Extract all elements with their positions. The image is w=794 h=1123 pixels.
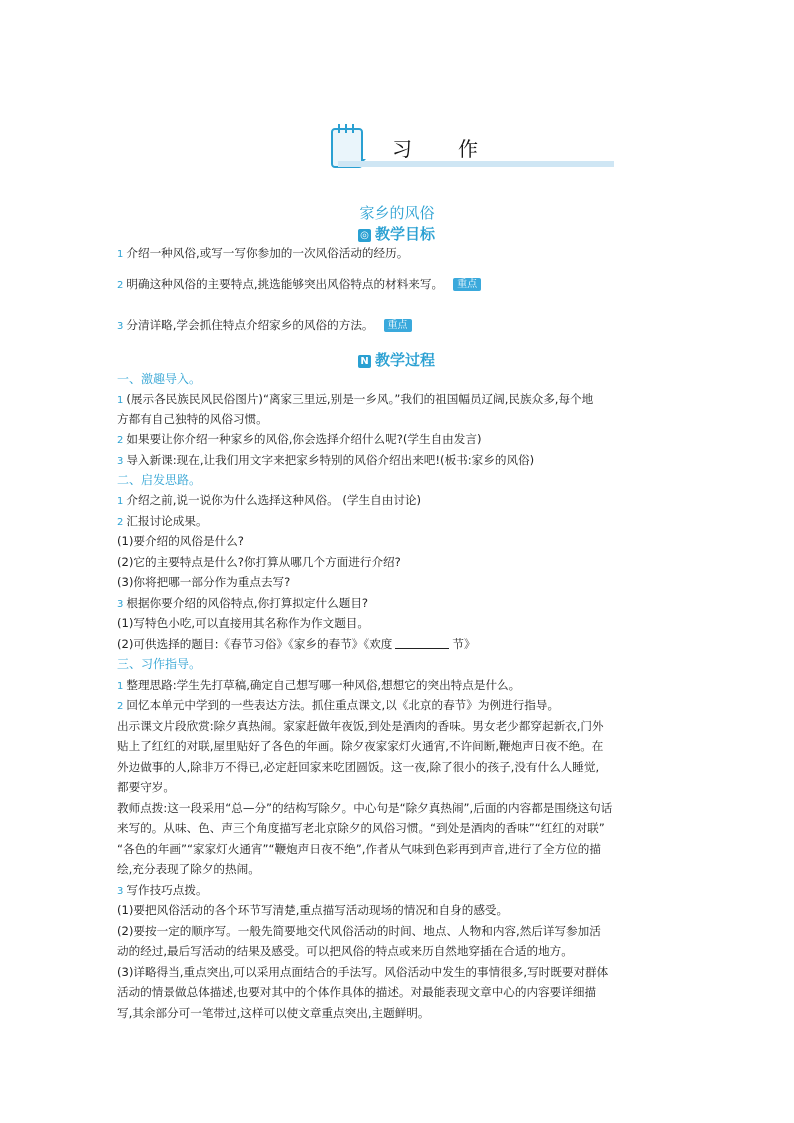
text-line: 方都有自己独特的风俗习惯。 [117,412,268,426]
text-line: 来写的。从味、色、声三个角度描写老北京除夕的风俗习惯。“到处是酒肉的香味”“红红的对联” [117,821,605,835]
text-line: 外边做事的人,除非万不得已,必定赶回家来吃团圆饭。这一夜,除了很小的孩子,没有什么人睡觉, [117,760,600,774]
process-icon: N [358,355,371,368]
text-line: 3 写作技巧点拨。 [117,883,208,897]
text-line: (1)写特色小吃,可以直接用其名称作为作文题目。 [117,616,369,630]
text-line: 1 介绍之前,说一说你为什么选择这种风俗。 (学生自由讨论) [117,493,422,507]
target-icon: ◎ [358,229,371,242]
header-banner [330,121,614,171]
section-title: 三、习作指导。 [117,657,202,671]
section-title: 二、启发思路。 [117,473,202,487]
text-line: 2 如果要让你介绍一种家乡的风俗,你会选择介绍什么呢?(学生自由发言) [117,432,482,446]
text-line: 2 回忆本单元中学到的一些表达方法。抓住重点课文,以《北京的春节》为例进行指导。 [117,698,560,712]
goal-item: 3 分清详略,学会抓住特点介绍家乡的风俗的方法。 重点 [117,317,412,335]
text-line: 贴上了红红的对联,屋里贴好了各色的年画。除夕夜家家灯火通宵,不许间断,鞭炮声日夜不绝。在 [117,739,604,753]
text-line: (1)要把风俗活动的各个环节写清楚,重点描写活动现场的情况和自身的感受。 [117,903,509,917]
text-line: (2)可供选择的题目:《春节习俗》《家乡的春节》《欢度 节》 [117,637,476,651]
text-line: 写,其余部分可一笔带过,这样可以使文章重点突出,主题鲜明。 [117,1006,430,1020]
text-line: 1 整理思路:学生先打草稿,确定自己想写哪一种风俗,想想它的突出特点是什么。 [117,678,521,692]
text-line: 3 根据你要介绍的风俗特点,你打算拟定什么题目? [117,596,369,610]
section-title: 一、激趣导入。 [117,372,202,386]
text-line: 2 汇报讨论成果。 [117,514,208,528]
text-line: 出示课文片段欣赏:除夕真热闹。家家赶做年夜饭,到处是酒肉的香味。男女老少都穿起新衣,门外 [117,719,604,733]
text-line: 动的经过,最后写活动的结果及感受。可以把风俗的特点或来历自然地穿插在合适的地方。 [117,944,573,958]
text-line: 都要守岁。 [117,780,175,794]
text-line: 1 (展示各民族民风民俗图片)“离家三里远,别是一乡风。”我们的祖国幅员辽阔,民族众多,每个地 [117,392,594,406]
text-line: (3)详略得当,重点突出,可以采用点面结合的手法写。风俗活动中发生的事情很多,写时既要对群体 [117,965,609,979]
goal-item: 2 明确这种风俗的主要特点,挑选能够突出风俗特点的材料来写。 重点 [117,276,481,294]
text-line: 教师点拨:这一段采用“总—分”的结构写除夕。中心句是“除夕真热闹”,后面的内容都是围绕这句话 [117,801,613,815]
fill-blank [395,637,449,649]
text-line: 3 导入新课:现在,让我们用文字来把家乡特别的风俗介绍出来吧!(板书:家乡的风俗) [117,453,535,467]
key-point-badge: 重点 [453,278,481,291]
goals-heading-text: 教学目标 [375,225,436,243]
text-line: (2)要按一定的顺序写。一般先简要地交代风俗活动的时间、地点、人物和内容,然后详写参加活 [117,924,601,938]
text-line: (2)它的主要特点是什么?你打算从哪几个方面进行介绍? [117,555,401,569]
text-line: (1)要介绍的风俗是什么? [117,534,244,548]
process-heading [358,349,435,370]
text-line: “各色的年画”“家家灯火通宵”“鞭炮声日夜不绝”,作者从气味到色彩再到声音,进行了全方位的描 [117,842,601,856]
goal-item: 1 介绍一种风俗,或写一写你参加的一次风俗活动的经历。 [117,246,409,260]
key-point-badge: 重点 [384,319,412,332]
text-line: (3)你将把哪一部分作为重点去写? [117,575,291,589]
page-title: 习 作 [392,137,480,161]
header-underline [338,161,614,167]
text-line: 活动的情景做总体描述,也要对其中的个体作具体的描述。对最能表现文章中心的内容要详细描 [117,985,597,999]
goals-heading [358,223,435,244]
text-line: 绘,充分表现了除夕的热闹。 [117,862,260,876]
process-heading-text: 教学过程 [375,351,436,369]
lesson-subtitle: 家乡的风俗 [359,204,435,222]
